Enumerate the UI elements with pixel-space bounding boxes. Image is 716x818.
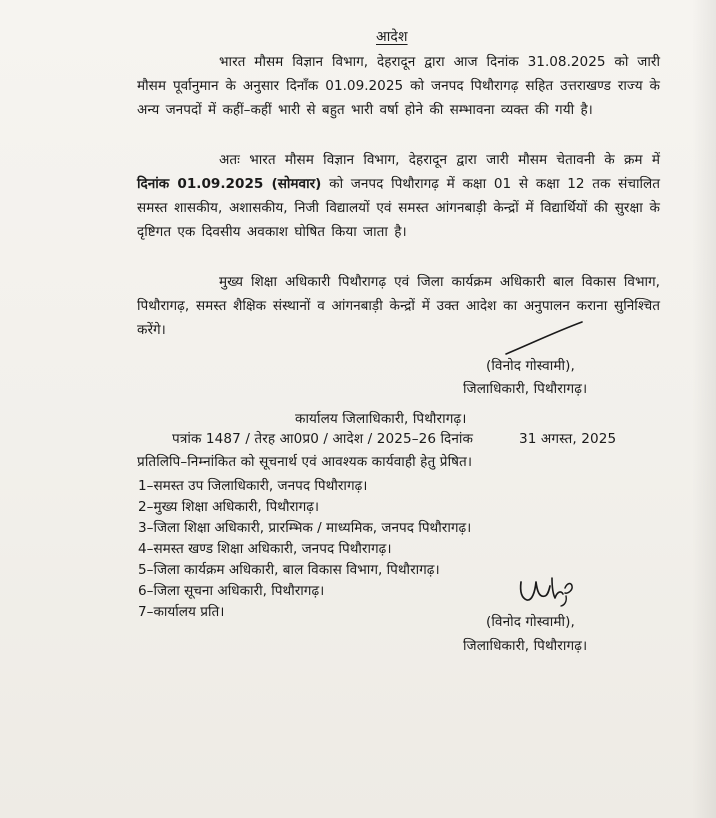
signatory-1-name: (विनोद गोस्वामी), (486, 358, 575, 374)
handwritten-signature (515, 574, 579, 610)
order-paragraph-2-pre: अतः भारत मौसम विज्ञान विभाग, देहरादून द्वारा जारी मौसम चेतावनी के क्रम में (219, 152, 660, 168)
list-item: 2–मुख्य शिक्षा अधिकारी, पिथौरागढ़। (138, 499, 320, 515)
signatory-1-designation: जिलाधिकारी, पिथौरागढ़। (463, 381, 588, 397)
list-item: 3–जिला शिक्षा अधिकारी, प्रारम्भिक / माध्यमिक, जनपद पिथौरागढ़। (138, 520, 472, 536)
holiday-date: दिनांक 01.09.2025 (सोमवार) (137, 176, 322, 192)
list-item: 4–समस्त खण्ड शिक्षा अधिकारी, जनपद पिथौरागढ़। (138, 541, 392, 557)
order-title: आदेश (376, 29, 408, 45)
signatory-2-name: (विनोद गोस्वामी), (486, 614, 575, 630)
order-paragraph-2-post: को जनपद पिथौरागढ़ में कक्षा 01 से कक्षा 12 तक संचालित समस्त शासकीय, अशासकीय, निजी विद्यालयों एवं समस्त आंगनबाड़ी केन्द्रों में विद्यार्थियों की सुरक्षा के दृष्टिगत एक दिवसीय अवकाश घोषित किया जाता है। (137, 176, 660, 240)
letter-date: 31 अगस्त, 2025 (519, 431, 617, 447)
page-edge-shadow (692, 0, 716, 818)
list-item: 6–जिला सूचना अधिकारी, पिथौरागढ़। (138, 583, 325, 599)
copy-intro: प्रतिलिपि–निम्नांकित को सूचनार्थ एवं आवश्यक कार्यवाही हेतु प्रेषित। (137, 454, 473, 470)
letter-number: पत्रांक 1487 / तेरह आ0प्र0 / आदेश / 2025–26 दिनांक (172, 431, 474, 447)
order-paragraph-1: भारत मौसम विज्ञान विभाग, देहरादून द्वारा आज दिनांक 31.08.2025 को जारी मौसम पूर्वानुमान के अनुसार दिनॉंक 01.09.2025 को जनपद पिथौरागढ़ सहित उत्तराखण्ड राज्य के अन्य जनपदों में कहीं–कहीं भारी से बहुत भारी वर्षा होने की सम्भावना व्यक्त की गयी है। (137, 54, 660, 118)
list-item: 1–समस्त उप जिलाधिकारी, जनपद पिथौरागढ़। (138, 478, 368, 494)
signatory-2-designation: जिलाधिकारी, पिथौरागढ़। (463, 638, 588, 654)
signature-stroke (500, 318, 590, 358)
order-paragraph-2 (137, 148, 660, 244)
list-item: 5–जिला कार्यक्रम अधिकारी, बाल विकास विभाग, पिथौरागढ़। (138, 562, 440, 578)
order-paragraph-3: मुख्य शिक्षा अधिकारी पिथौरागढ़ एवं जिला कार्यक्रम अधिकारी बाल विकास विभाग, पिथौरागढ़, समस्त शैक्षिक संस्थानों व आंगनबाड़ी केन्द्रों में उक्त आदेश का अनुपालन कराना सुनिश्चित करेंगे। (137, 274, 660, 338)
copy-list (138, 476, 471, 623)
list-item: 7–कार्यालय प्रति। (138, 604, 225, 620)
office-heading: कार्यालय जिलाधिकारी, पिथौरागढ़। (295, 411, 467, 427)
